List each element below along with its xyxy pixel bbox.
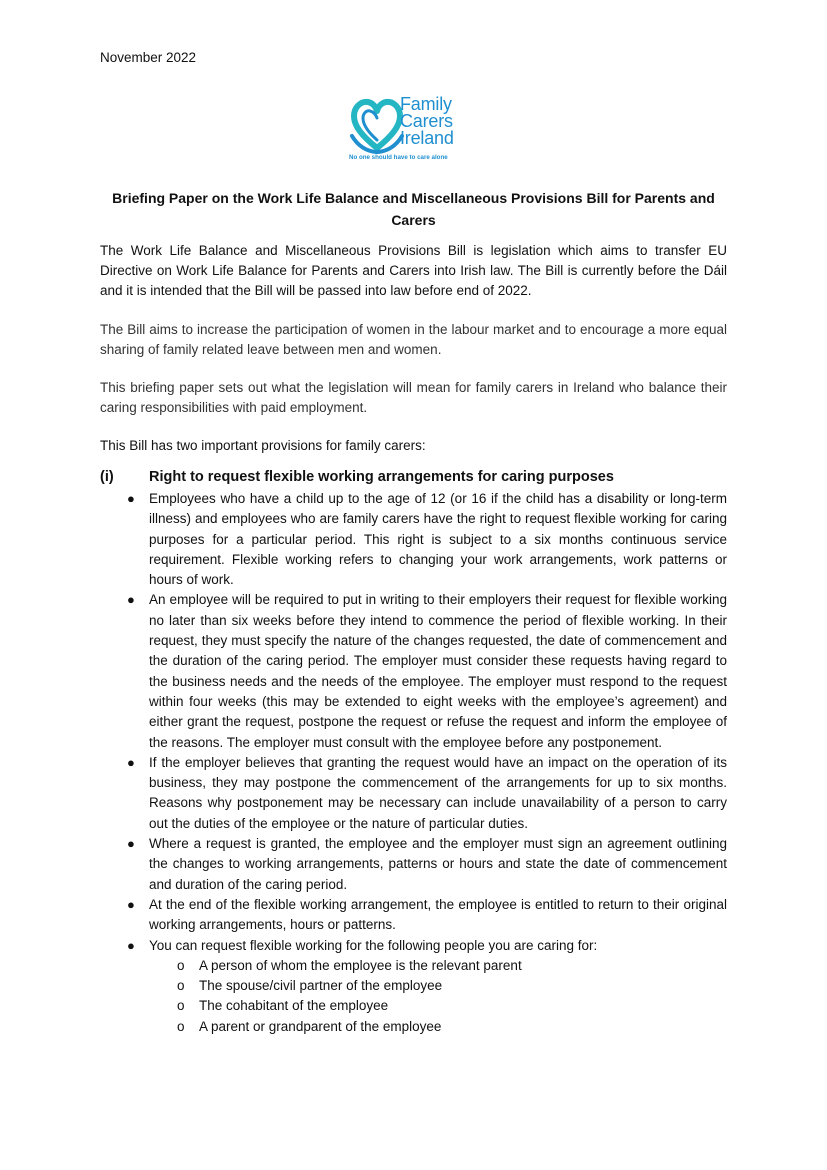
- purpose-paragraph: This briefing paper sets out what the legislation will mean for family carers in Ireland who balance their caring responsibilities with paid employment.: [100, 380, 727, 415]
- list-item-text: Where a request is granted, the employee and the employer must sign an agreement outlining the changes to working arrangements, patterns or hours and state the date of commencement and duration of the caring period.: [149, 836, 727, 892]
- section-heading: [100, 466, 727, 488]
- section-number: (i): [100, 469, 114, 485]
- section-heading-text: Right to request flexible working arrangements for caring purposes: [149, 469, 614, 485]
- list-item-text: Employees who have a child up to the age of 12 (or 16 if the child has a disability or long-term illness) and employees who are family carers have the right to request flexible working for caring purposes for a particular period. This right is subject to a six months continuous service requirement. Flexible working refers to changing your work arrangements, work patterns or hours of work.: [149, 491, 727, 588]
- circle-bullet-icon: o: [177, 998, 185, 1014]
- list-item: [100, 936, 727, 956]
- circle-bullet-icon: o: [177, 957, 185, 973]
- heart-hands-logo-icon: [348, 96, 406, 156]
- sub-list-item-text: The cohabitant of the employee: [199, 998, 389, 1014]
- logo-tagline: No one should have to care alone: [349, 154, 448, 161]
- logo-wordmark: [400, 96, 490, 147]
- sub-list-item-text: The spouse/civil partner of the employee: [199, 978, 443, 994]
- list-item: [100, 834, 727, 895]
- logo-line-2: Carers: [400, 111, 453, 131]
- aims-paragraph: The Bill aims to increase the participation of women in the labour market and to encourage a more equal sharing of family related leave between men and women.: [100, 322, 727, 357]
- circle-bullet-icon: o: [177, 978, 185, 994]
- list-item-text: You can request flexible working for the following people you are caring for:: [149, 937, 598, 953]
- list-item-text: If the employer believes that granting the request would have an impact on the operation of its business, they may postpone the commencement of the arrangements for up to six months. Reasons why postponement may be necessary can include unavailability of a person to carry out the duties of the employee or the nature of particular duties.: [149, 754, 727, 831]
- list-item-text: At the end of the flexible working arrangement, the employee is entitled to return to their original working arrangements, hours or patterns.: [149, 896, 727, 933]
- intro-paragraph: The Work Life Balance and Miscellaneous Provisions Bill is legislation which aims to transfer EU Directive on Work Life Balance for Parents and Carers into Irish law. The Bill is currently before the Dáil and it is intended that the Bill will be passed into law before end of 2022.: [100, 243, 727, 298]
- sub-list-item: [100, 956, 727, 976]
- sub-list-item: [100, 1017, 727, 1037]
- provisions-intro-paragraph: This Bill has two important provisions for family carers:: [100, 438, 426, 453]
- list-item: [100, 895, 727, 936]
- sub-list-item: [100, 976, 727, 996]
- list-item-text: An employee will be required to put in writing to their employers their request for flexible working no later than six weeks before they intend to commence the period of flexible working. In their request, they must specify the nature of the changes requested, the date of commencement and the duration of the caring period. The employer must consider these requests having regard to the business needs and the needs of the employee. The employer must respond to the request within four weeks (this may be extended to eight weeks with the employee’s agreement) and either grant the request, postpone the request or refuse the request and inform the employee of the reasons. The employer must consult with the employee before any postponement.: [149, 592, 727, 750]
- list-item: [100, 753, 727, 834]
- list-item: [100, 590, 727, 752]
- sub-list-item: [100, 996, 727, 1016]
- circle-bullet-icon: o: [177, 1018, 185, 1034]
- bullet-icon: ●: [127, 491, 135, 506]
- bullet-list: [100, 489, 727, 1037]
- bullet-icon: ●: [127, 937, 135, 953]
- list-item: [100, 489, 727, 590]
- bullet-icon: ●: [127, 836, 135, 852]
- family-carers-ireland-logo: [344, 92, 494, 168]
- logo-line-3: Ireland: [400, 128, 454, 148]
- sub-list-item-text: A parent or grandparent of the employee: [199, 1018, 442, 1034]
- document-title: Briefing Paper on the Work Life Balance and Miscellaneous Provisions Bill for Parents and Carers: [112, 190, 715, 228]
- bullet-icon: ●: [127, 896, 135, 912]
- document-date: November 2022: [100, 50, 197, 65]
- bullet-icon: ●: [127, 592, 135, 608]
- logo-line-1: Family: [400, 94, 452, 114]
- sub-list-item-text: A person of whom the employee is the relevant parent: [199, 957, 522, 973]
- bullet-icon: ●: [127, 754, 135, 770]
